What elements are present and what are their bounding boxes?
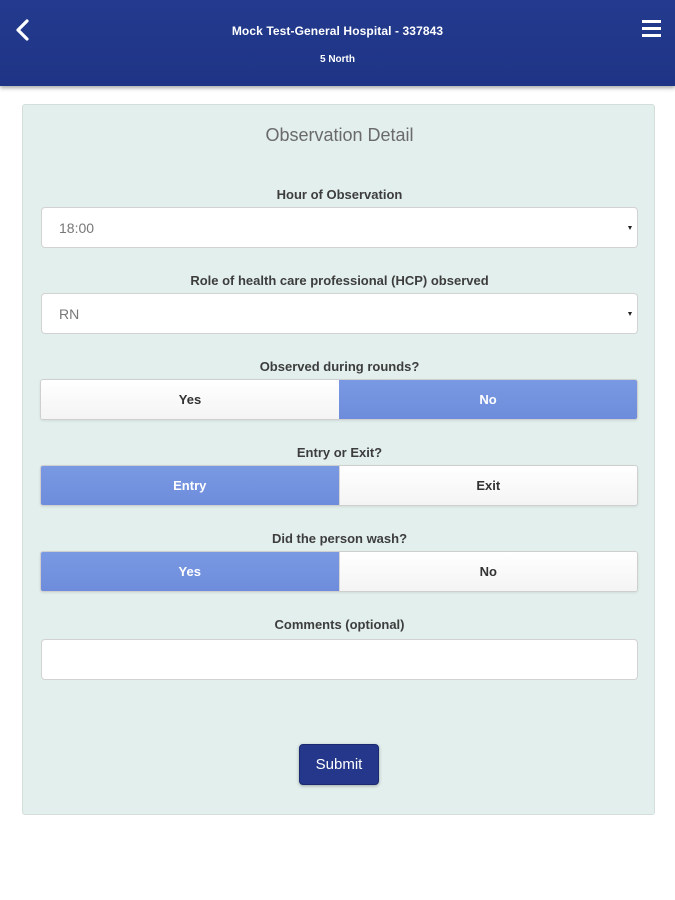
submit-button[interactable]: Submit (299, 744, 379, 785)
role-select[interactable] (41, 293, 638, 334)
entry-exit-toggle (40, 465, 638, 506)
rounds-yes-option[interactable]: Yes (41, 380, 339, 419)
menu-button[interactable] (639, 16, 665, 42)
rounds-no-option[interactable]: No (339, 380, 637, 419)
app-header (0, 0, 675, 86)
hour-select-value: 18:00 (59, 220, 95, 236)
wash-no-option[interactable]: No (339, 552, 638, 591)
wash-label: Did the person wash? (271, 531, 408, 546)
comments-input[interactable] (41, 639, 638, 680)
unit-subtitle: 5 North (320, 54, 355, 65)
caret-down-icon (628, 312, 632, 316)
rounds-label: Observed during rounds? (259, 359, 420, 374)
entry-option[interactable]: Entry (41, 466, 339, 505)
exit-option[interactable]: Exit (339, 466, 638, 505)
hospital-title: Mock Test-General Hospital - 337843 (231, 24, 444, 38)
entry-exit-label: Entry or Exit? (296, 445, 383, 460)
caret-down-icon (628, 226, 632, 230)
wash-toggle (40, 551, 638, 592)
hour-label: Hour of Observation (276, 187, 403, 202)
observation-panel (22, 104, 655, 815)
wash-yes-option[interactable]: Yes (41, 552, 339, 591)
hamburger-menu-icon (639, 16, 665, 42)
hour-select[interactable] (41, 207, 638, 248)
role-select-value: RN (59, 306, 80, 322)
rounds-toggle (40, 379, 638, 420)
panel-title: Observation Detail (265, 125, 414, 145)
role-label: Role of health care professional (HCP) observed (190, 273, 489, 288)
comments-label: Comments (optional) (274, 617, 405, 632)
